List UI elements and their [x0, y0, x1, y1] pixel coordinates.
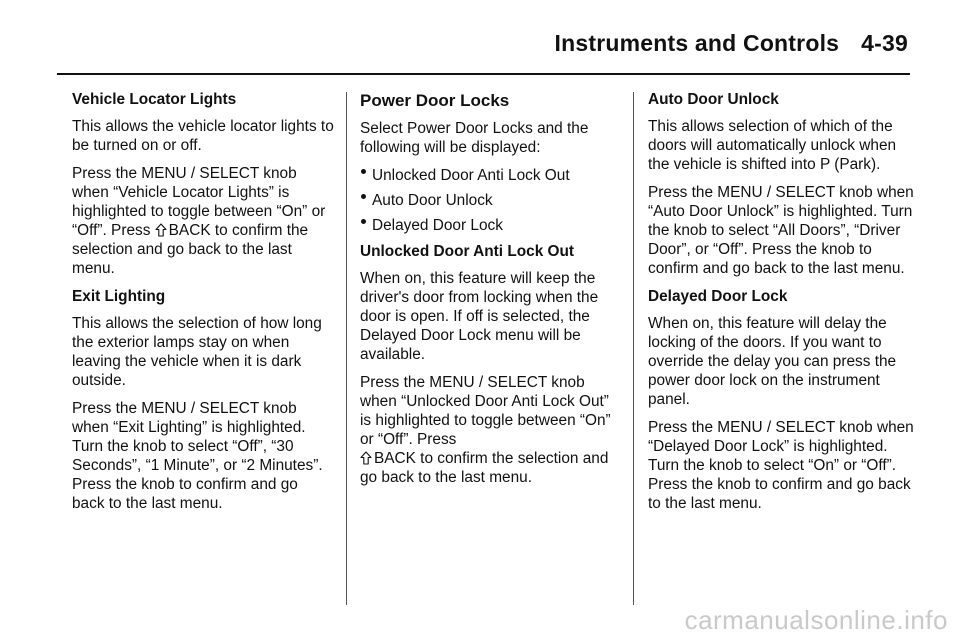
- header-rule: [57, 73, 910, 75]
- vehicle-locator-heading: Vehicle Locator Lights: [72, 91, 237, 108]
- anti-lock-out-desc: When on, this feature will keep the driver's door from locking when the door is open. If off is selected, the Delayed Door Lock menu will be available.: [360, 270, 599, 363]
- vehicle-locator-instr-part1: Press the MENU / SELECT knob when “Vehicle Locator Lights” is highlighted to toggle between “On” or “Off”. Press: [72, 165, 326, 239]
- header-title: [555, 30, 909, 57]
- exit-lighting-heading: Exit Lighting: [72, 288, 166, 305]
- delayed-door-lock-instructions: Press the MENU / SELECT knob when “Delayed Door Lock” is highlighted. Turn the knob to select “On” or “Off”. Press the knob to confirm and go back to the last menu.: [648, 419, 914, 512]
- auto-door-unlock-desc: This allows selection of which of the doors will automatically unlock when the vehicle is shifted into P (Park).: [648, 118, 897, 173]
- watermark: carmanualsonline.info: [684, 605, 948, 635]
- list-item: Delayed Door Lock: [360, 216, 622, 235]
- page-header: [0, 0, 960, 76]
- anti-lock-out-instr-part1: Press the MENU / SELECT knob when “Unlocked Door Anti Lock Out” is highlighted to toggle between “On” or “Off”. Press: [360, 374, 611, 448]
- auto-door-unlock-instructions: Press the MENU / SELECT knob when “Auto Door Unlock” is highlighted. Turn the knob to select “All Doors”, “Driver Door”, or “Off”. Press the knob to confirm and go back to the last menu.: [648, 184, 914, 277]
- anti-lock-out-heading: Unlocked Door Anti Lock Out: [360, 243, 575, 260]
- delayed-door-lock-desc: When on, this feature will delay the locking of the doors. If you want to override the delay you can press the power door lock on the instrument panel.: [648, 315, 897, 408]
- list-item: Auto Door Unlock: [360, 191, 622, 210]
- section-name: Instruments and Controls: [554, 30, 840, 56]
- power-door-locks-intro: Select Power Door Locks and the following will be displayed:: [360, 120, 589, 156]
- column-3: [648, 90, 914, 522]
- page-number: 4-39: [861, 30, 908, 56]
- delayed-door-lock-heading: Delayed Door Lock: [648, 288, 788, 305]
- power-door-locks-title: Power Door Locks: [360, 91, 510, 110]
- vehicle-locator-desc: This allows the vehicle locator lights to be turned on or off.: [72, 118, 334, 154]
- auto-door-unlock-heading: Auto Door Unlock: [648, 91, 779, 108]
- exit-lighting-desc: This allows the selection of how long the exterior lamps stay on when leaving the vehicle when it is dark outside.: [72, 315, 322, 389]
- back-icon: [155, 223, 167, 237]
- exit-lighting-instructions: Press the MENU / SELECT knob when “Exit Lighting” is highlighted. Turn the knob to select “Off”, “30 Seconds”, “1 Minute”, or “2 Minutes”. Press the knob to confirm and go back to the last menu.: [72, 400, 323, 512]
- menu-options-list: [360, 166, 622, 235]
- column-divider-1: [346, 92, 347, 605]
- vehicle-locator-instructions: [72, 164, 334, 278]
- column-2: [360, 90, 622, 496]
- anti-lock-out-instructions: [360, 373, 622, 487]
- back-icon: [360, 451, 372, 465]
- column-1: [72, 90, 334, 522]
- list-item: Unlocked Door Anti Lock Out: [360, 166, 622, 185]
- anti-lock-out-instr-part2: BACK to confirm the selection and go back to the last menu.: [360, 450, 609, 486]
- column-divider-2: [633, 92, 634, 605]
- vehicle-locator-instr-part2: BACK to confirm the selection and go back to the last menu.: [72, 222, 309, 277]
